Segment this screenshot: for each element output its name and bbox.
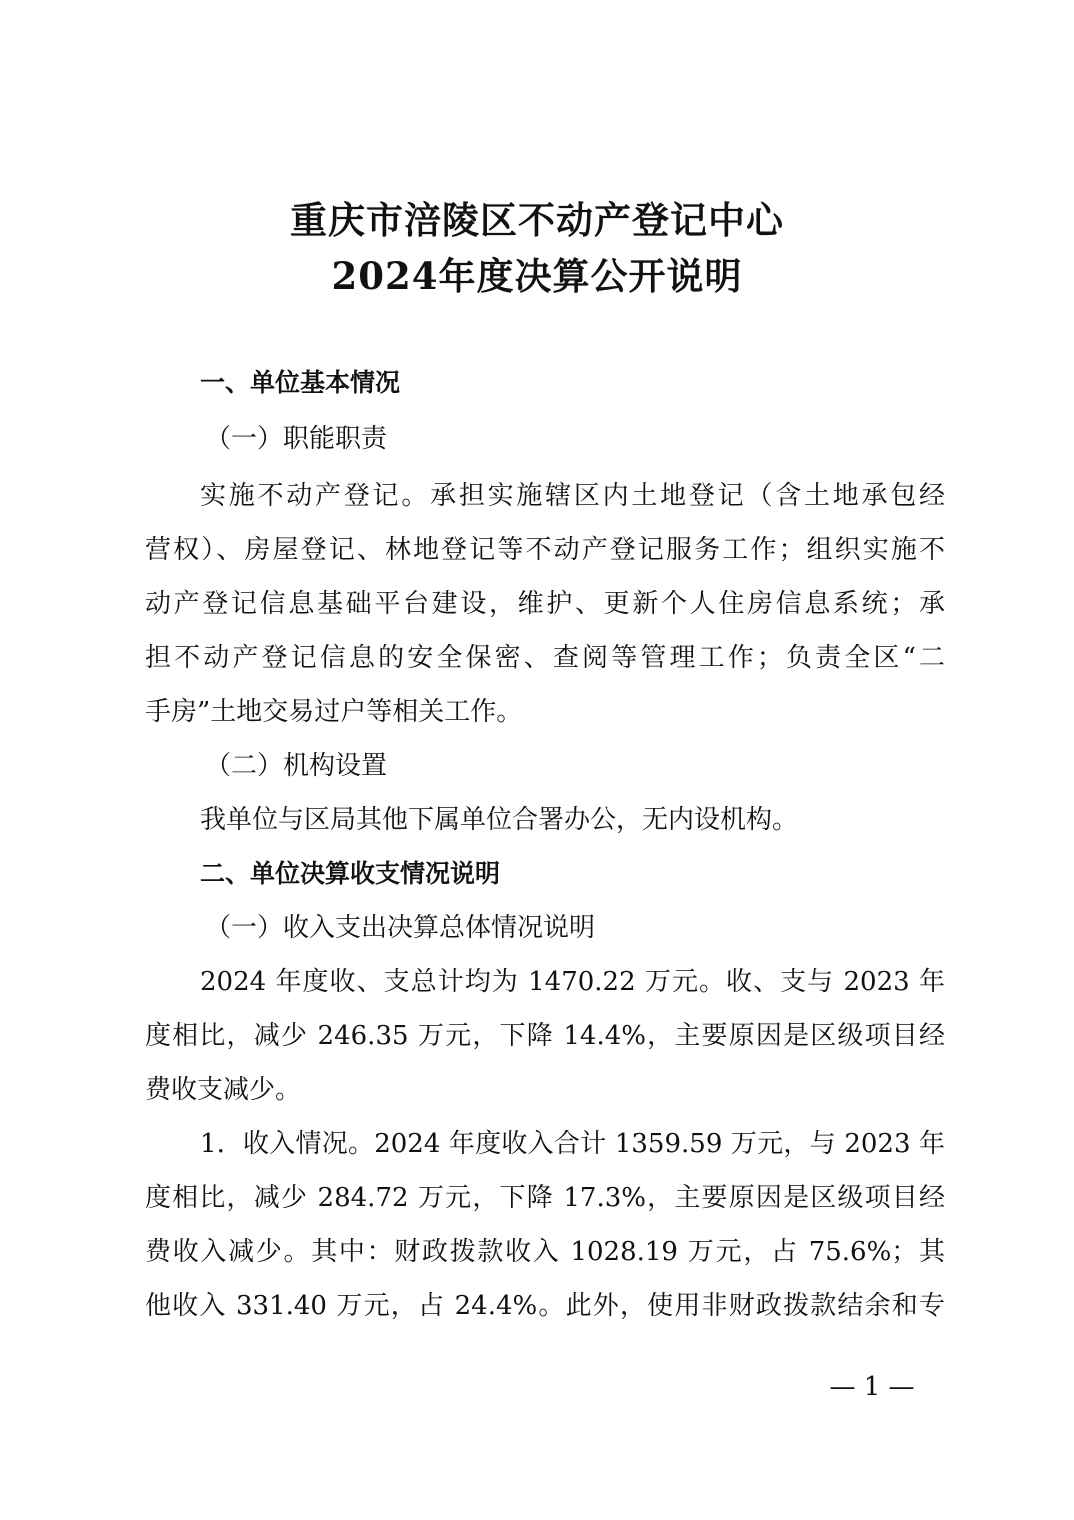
- sub1-line-2: 营权）、房屋登记、林地登记等不动产登记服务工作；组织实施不: [145, 535, 945, 565]
- section1-heading: 一、单位基本情况: [200, 368, 401, 397]
- sub2-text: 我单位与区局其他下属单位合署办公，无内设机构。: [200, 805, 799, 835]
- sub3-heading: （一）收入支出决算总体情况说明: [205, 913, 596, 943]
- sub1-heading: （一）职能职责: [205, 424, 388, 454]
- para2-line-3: 费收入减少。其中：财政拨款收入 1028.19 万元，占 75.6%；其: [145, 1237, 945, 1267]
- document-title-line2: 2024年度决算公开说明: [331, 254, 743, 298]
- sub1-line-3: 动产登记信息基础平台建设，维护、更新个人住房信息系统；承: [145, 589, 945, 619]
- para2-line-4: 他收入 331.40 万元，占 24.4%。此外，使用非财政拨款结余和专: [145, 1291, 945, 1321]
- sub1-line-4: 担不动产登记信息的安全保密、查阅等管理工作；负责全区“二: [145, 643, 945, 673]
- page-number: — 1 —: [829, 1372, 915, 1402]
- para2-line-1: 1．收入情况。2024 年度收入合计 1359.59 万元，与 2023 年: [200, 1129, 945, 1159]
- para1-line-3: 费收支减少。: [145, 1075, 302, 1105]
- document-title-line1: 重庆市涪陵区不动产登记中心: [290, 198, 784, 242]
- para2-line-2: 度相比，减少 284.72 万元，下降 17.3%，主要原因是区级项目经: [145, 1183, 945, 1213]
- para1-line-2: 度相比，减少 246.35 万元，下降 14.4%，主要原因是区级项目经: [145, 1021, 945, 1051]
- sub1-line-5: 手房”土地交易过户等相关工作。: [145, 697, 523, 727]
- sub1-line-1: 实施不动产登记。承担实施辖区内土地登记（含土地承包经: [200, 481, 945, 511]
- sub2-heading: （二）机构设置: [205, 751, 388, 781]
- section2-heading: 二、单位决算收支情况说明: [200, 859, 501, 888]
- para1-line-1: 2024 年度收、支总计均为 1470.22 万元。收、支与 2023 年: [200, 967, 945, 997]
